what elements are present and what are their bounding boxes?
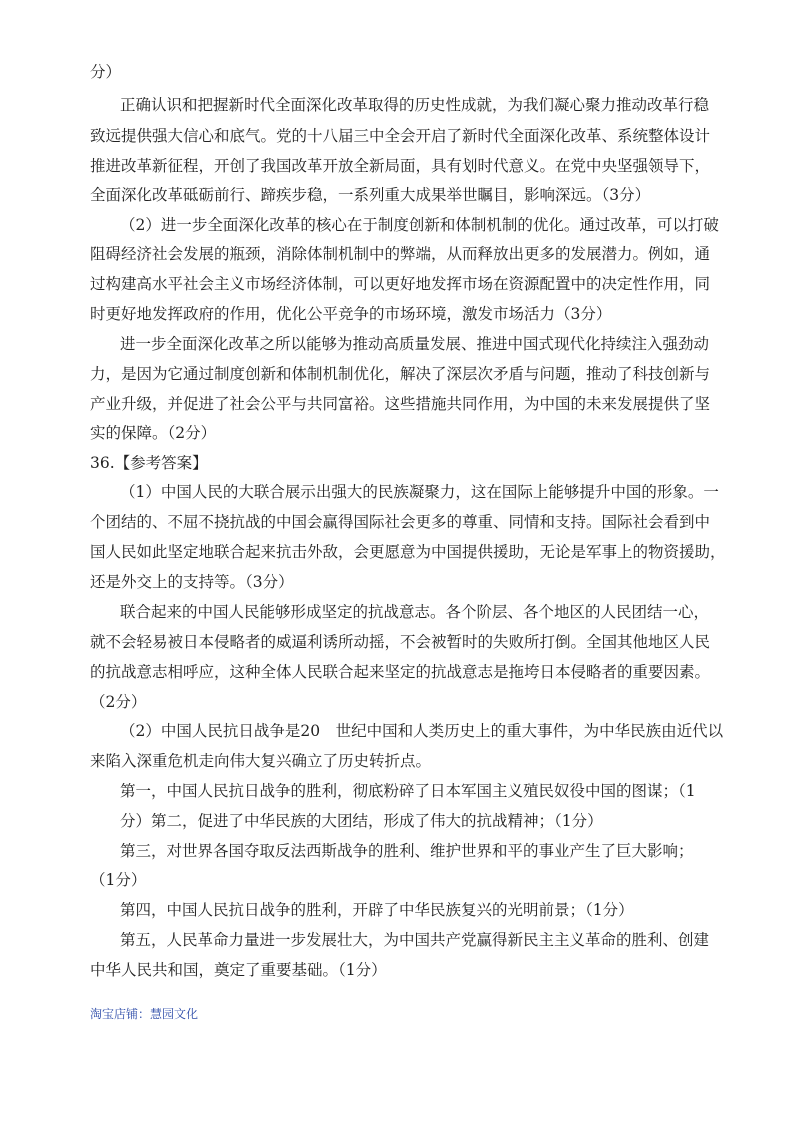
text-line: 第三，对世界各国夺取反法西斯战争的胜利、维护世界和平的事业产生了巨大影响； (120, 842, 694, 860)
text-line: 推进改革新征程，开创了我国改革开放全新局面，具有划时代意义。在党中央坚强领导下， (90, 157, 711, 175)
text-line: 过构建高水平社会主义市场经济体制，可以更好地发挥市场在资源配置中的决定性作用，同 (90, 275, 711, 293)
text-line: 全面深化改革砥砺前行、蹄疾步稳，一系列重大成果举世瞩目，影响深远。（3分） (90, 186, 651, 204)
text-line: 联合起来的中国人民能够形成坚定的抗战意志。各个阶层、各个地区的人民团结一心， (120, 603, 710, 621)
text-line: 第四，中国人民抗日战争的胜利，开辟了中华民族复兴的光明前景；（1分） (120, 901, 634, 919)
text-line: 阻碍经济社会发展的瓶颈，消除体制机制中的弊端，从而释放出更多的发展潜力。例如，通 (90, 245, 711, 263)
section-heading: 36.【参考答案】 (90, 454, 208, 472)
text-line: 个团结的、不屈不挠抗战的中国会赢得国际社会更多的尊重、同情和支持。国际社会看到中 (90, 513, 711, 531)
text-line: 还是外交上的支持等。（3分） (90, 573, 294, 591)
text-line: 正确认识和把握新时代全面深化改革取得的历史性成就，为我们凝心聚力推动改革行稳 (120, 96, 710, 114)
text-line: 就不会轻易被日本侵略者的威逼利诱所动摇，不会被暂时的失败所打倒。全国其他地区人民 (90, 633, 711, 651)
text-line: 分） (90, 63, 122, 81)
text-line: 分）第二，促进了中华民族的大团结，形成了伟大的抗战精神；（1分） (120, 812, 603, 830)
text-line: 进一步全面深化改革之所以能够为推动高质量发展、推进中国式现代化持续注入强劲动 (120, 335, 710, 353)
text-line: （2分） (90, 693, 147, 711)
text-line: 的抗战意志相呼应，这种全体人民联合起来坚定的抗战意志是拖垮日本侵略者的重要因素。 (90, 663, 711, 681)
text-line: 时更好地发挥政府的作用，优化公平竞争的市场环境，激发市场活力（3分） (90, 305, 612, 323)
text-line: 第一，中国人民抗日战争的胜利，彻底粉碎了日本军国主义殖民奴役中国的图谋；（1 (120, 782, 696, 800)
text-line: 实的保障。（2分） (90, 424, 217, 442)
shop-footer-label: 淘宝店铺：慧园文化 (90, 1007, 199, 1021)
text-line: 第五，人民革命力量进一步发展壮大，为中国共产党赢得新民主主义革命的胜利、创建 (120, 931, 710, 949)
text-line: 中华人民共和国，奠定了重要基础。（1分） (90, 961, 387, 979)
text-line: 力，是因为它通过制度创新和体制机制优化，解决了深层次矛盾与问题，推动了科技创新与 (90, 365, 711, 383)
text-line: （1）中国人民的大联合展示出强大的民族凝聚力，这在国际上能够提升中国的形象。一 (120, 483, 719, 501)
text-line: 国人民如此坚定地联合起来抗击外敌，会更愿意为中国提供援助，无论是军事上的物资援助， (90, 543, 726, 561)
text-line: （2）进一步全面深化改革的核心在于制度创新和体制机制的优化。通过改革，可以打破 (120, 216, 719, 234)
text-line: 来陷入深重危机走向伟大复兴确立了历史转折点。 (90, 752, 432, 770)
text-line: 产业升级，并促进了社会公平与共同富裕。这些措施共同作用，为中国的未来发展提供了坚 (90, 395, 711, 413)
text-line: （2）中国人民抗日战争是20 世纪中国和人类历史上的重大事件，为中华民族由近代以 (120, 722, 724, 740)
text-line: （1分） (90, 871, 147, 889)
text-line: 致远提供强大信心和底气。党的十八届三中全会开启了新时代全面深化改革、系统整体设计 (90, 127, 711, 145)
